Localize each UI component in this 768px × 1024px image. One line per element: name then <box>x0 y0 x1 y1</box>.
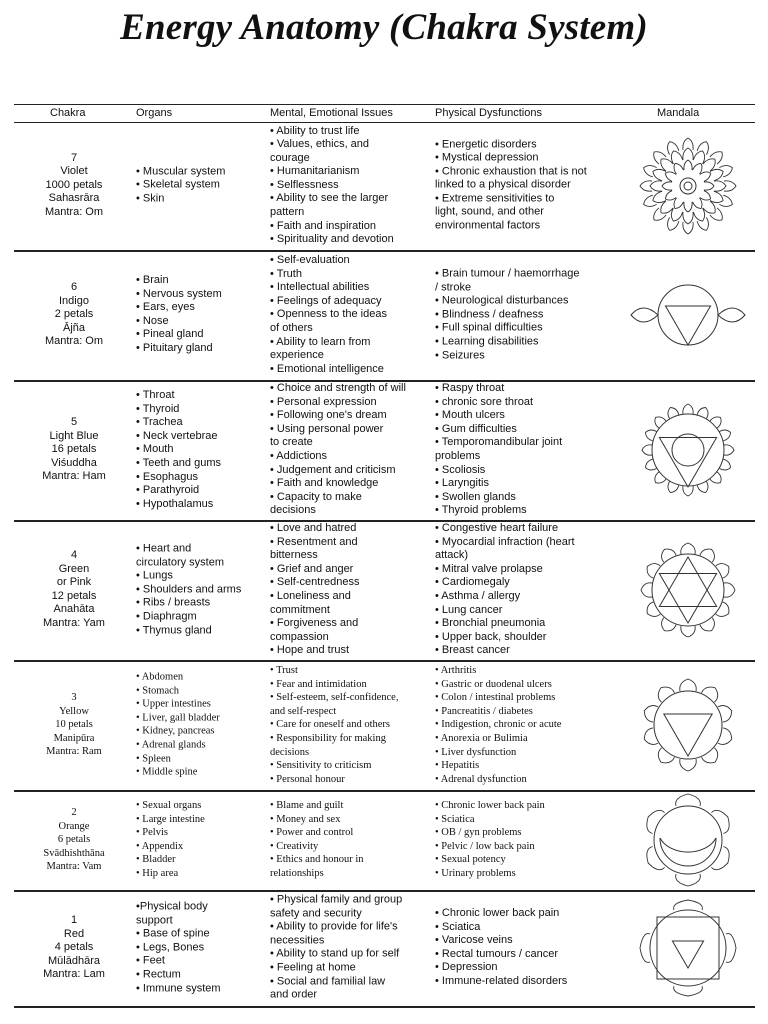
cell-line: • Adrenal glands <box>136 739 206 751</box>
cell-line: pattern <box>270 205 305 218</box>
cell-line: • Thyroid <box>136 402 180 415</box>
cell-line: • Feelings of adequacy <box>270 294 382 307</box>
cell-line: circulatory system <box>136 556 225 569</box>
mental-issues-cell <box>270 799 426 881</box>
cell-line: • Muscular system <box>136 165 226 178</box>
cell-line: • Parathyroid <box>136 483 200 496</box>
cell-line: / stroke <box>435 281 472 294</box>
cell-line: • Bladder <box>136 854 176 866</box>
cell-line: safety and security <box>270 907 362 920</box>
cell-line: linked to a physical disorder <box>435 178 571 191</box>
cell-line: • Anorexia or Bulimia <box>435 732 528 744</box>
cell-line: • Liver, gall bladder <box>136 712 220 724</box>
cell-line: or Pink <box>56 576 92 589</box>
cell-line: • Urinary problems <box>435 868 516 880</box>
cell-line: • Skeletal system <box>136 178 220 191</box>
cell-line: Yellow <box>59 705 89 717</box>
cell-line: • Capacity to make <box>270 490 362 503</box>
cell-line: Mantra: Ham <box>42 470 106 483</box>
cell-line: • Feeling at home <box>270 961 356 974</box>
mental-issues-cell <box>270 254 426 376</box>
table-row <box>14 380 755 522</box>
cell-line: •Physical body <box>136 900 208 913</box>
cell-line: • Trachea <box>136 416 183 429</box>
cell-line: • Stomach <box>136 685 180 697</box>
table-row <box>14 520 755 662</box>
cell-line: • Money and sex <box>270 813 341 825</box>
cell-line: 2 <box>71 807 77 819</box>
cell-line: Mantra: Ram <box>46 746 102 758</box>
table-row <box>14 790 755 892</box>
twelve-petal-hexagram-icon <box>629 540 747 640</box>
cell-line: • Faith and inspiration <box>270 219 376 232</box>
cell-line: • Hope and trust <box>270 644 350 657</box>
cell-line: • Self-evaluation <box>270 253 350 266</box>
sixteen-petal-triangle-circle-icon <box>629 400 747 500</box>
cell-line: Svādhishthāna <box>43 847 105 859</box>
two-petal-circle-triangle-icon <box>629 265 747 365</box>
cell-line: bitterness <box>270 549 318 562</box>
cell-line: Light Blue <box>49 429 99 442</box>
organs-cell <box>136 389 260 511</box>
cell-line: • Cardiomegaly <box>435 576 510 589</box>
cell-line: • Teeth and gums <box>136 456 221 469</box>
cell-line: • Upper intestines <box>136 698 211 710</box>
mandala-svg <box>629 898 747 998</box>
cell-line: • Immune-related disorders <box>435 975 568 988</box>
cell-line: of others <box>270 321 313 334</box>
cell-line: 1000 petals <box>45 178 103 191</box>
cell-line: Green <box>58 562 90 575</box>
header-mandala: Mandala <box>657 107 700 119</box>
cell-line: • Mouth ulcers <box>435 409 505 422</box>
cell-line: • Appendix <box>136 841 184 852</box>
cell-line: • Ability to trust life <box>270 124 360 137</box>
cell-line: • Nervous system <box>136 287 222 300</box>
mandala-svg <box>629 790 747 890</box>
cell-line: • Judgement and criticism <box>270 463 396 476</box>
cell-line: Mantra: Vam <box>46 861 102 873</box>
cell-line: light, sound, and other <box>435 205 544 218</box>
cell-line: • Resentment and <box>270 535 358 548</box>
cell-line: 5 <box>70 416 78 429</box>
cell-line: • Skin <box>136 192 165 205</box>
cell-line: problems <box>435 450 481 462</box>
cell-line: 4 petals <box>54 941 94 954</box>
cell-line: Sahasrāra <box>48 192 100 205</box>
cell-line: and order <box>270 988 318 1001</box>
cell-line: • Laryngitis <box>435 477 489 490</box>
cell-line: • Power and control <box>270 827 354 839</box>
cell-line: • Lung cancer <box>435 603 503 616</box>
cell-line: decisions <box>270 504 316 517</box>
cell-line: • Love and hatred <box>270 522 357 535</box>
cell-line: • Mouth <box>136 443 174 456</box>
cell-line: • Base of spine <box>136 927 210 940</box>
cell-line: Mantra: Yam <box>43 617 105 630</box>
cell-line: • Social and familial law <box>270 975 386 988</box>
organs-cell <box>136 165 260 206</box>
cell-line: Ājña <box>62 321 86 334</box>
organs-cell <box>136 542 260 637</box>
cell-line: • Raspy throat <box>435 382 505 395</box>
cell-line: Mantra: Lam <box>43 968 105 981</box>
cell-line: and self-respect <box>270 705 337 717</box>
cell-line: • Spirituality and devotion <box>270 233 394 246</box>
cell-line: • Scoliosis <box>435 463 486 476</box>
cell-line: Violet <box>60 165 88 178</box>
mental-issues-cell <box>270 382 426 518</box>
chakra-cell <box>20 914 128 982</box>
cell-line: • Physical family and group <box>270 893 403 906</box>
cell-line: • Thyroid problems <box>435 504 527 517</box>
table-row <box>14 250 755 382</box>
cell-line: • Hip area <box>136 868 179 880</box>
cell-line: • Sexual potency <box>435 854 506 866</box>
cell-line: • Sciatica <box>435 920 481 933</box>
ten-petal-inverted-triangle-icon <box>629 675 747 775</box>
physical-dysfunctions-cell <box>435 382 607 518</box>
mandala-svg <box>629 136 747 236</box>
mental-issues-cell <box>270 894 426 1003</box>
cell-line: • Pancreatitis / diabetes <box>435 705 533 717</box>
cell-line: 6 <box>70 281 78 294</box>
header-physical: Physical Dysfunctions <box>435 107 542 119</box>
cell-line: • Myocardial infraction (heart <box>435 535 575 548</box>
cell-line: 3 <box>71 692 77 704</box>
mental-issues-cell <box>270 522 426 658</box>
cell-line: • Large intestine <box>136 813 205 825</box>
cell-line: • Rectum <box>136 968 181 981</box>
chakra-cell <box>20 806 128 874</box>
cell-line: 1 <box>70 914 78 927</box>
mandala-svg <box>629 675 747 775</box>
cell-line: 4 <box>70 549 78 562</box>
physical-dysfunctions-cell <box>435 907 607 989</box>
cell-line: • Bronchial pneumonia <box>435 617 546 630</box>
physical-dysfunctions-cell <box>435 522 607 658</box>
cell-line: • Temporomandibular joint <box>435 436 563 449</box>
cell-line: • Swollen glands <box>435 490 516 503</box>
chakra-cell <box>20 549 128 631</box>
cell-line: 7 <box>70 151 78 164</box>
cell-line: • Colon / intestinal problems <box>435 692 556 704</box>
organs-cell <box>136 671 260 780</box>
cell-line: • Fear and intimidation <box>270 678 367 690</box>
cell-line: • Self-esteem, self-confidence, <box>270 692 399 704</box>
cell-line: • Legs, Bones <box>136 941 205 954</box>
cell-line: • Using personal power <box>270 422 384 435</box>
cell-line: • Ability to stand up for self <box>270 948 400 960</box>
cell-line: • Learning disabilities <box>435 335 539 348</box>
organs-cell <box>136 900 260 995</box>
cell-line: • Depression <box>435 961 498 974</box>
cell-line: • Values, ethics, and <box>270 137 370 150</box>
cell-line: Orange <box>58 820 90 832</box>
cell-line: • Truth <box>270 267 302 280</box>
cell-line: • Gastric or duodenal ulcers <box>435 678 552 690</box>
cell-line: • Liver dysfunction <box>435 746 517 758</box>
cell-line: • Faith and knowledge <box>270 477 379 490</box>
cell-line: • Addictions <box>270 450 328 462</box>
header-chakra: Chakra <box>50 107 86 119</box>
cell-line: • OB / gyn problems <box>435 827 522 839</box>
cell-line: • Loneliness and <box>270 590 351 602</box>
physical-dysfunctions-cell <box>435 138 607 233</box>
cell-line: • Forgiveness and <box>270 617 359 630</box>
cell-line: compassion <box>270 630 329 643</box>
cell-line: courage <box>270 151 310 164</box>
cell-line: • Chronic lower back pain <box>435 800 545 812</box>
cell-line: • Sensitivity to criticism <box>270 759 372 771</box>
mental-issues-cell <box>270 124 426 246</box>
cell-line: • Lungs <box>136 569 173 582</box>
cell-line: • Thymus gland <box>136 623 212 636</box>
cell-line: Indigo <box>59 294 89 307</box>
cell-line: • Varicose veins <box>435 934 513 947</box>
cell-line: • Humanitarianism <box>270 165 360 178</box>
cell-line: • Rectal tumours / cancer <box>435 948 559 960</box>
cell-line: • Ability to see the larger <box>270 192 389 205</box>
cell-line: • Selflessness <box>270 178 339 191</box>
six-petal-crescent-icon <box>629 790 747 890</box>
cell-line: • Arthritis <box>435 664 477 676</box>
cell-line: • Heart and <box>136 542 192 555</box>
header-mental: Mental, Emotional Issues <box>270 107 393 119</box>
cell-line: • Energetic disorders <box>435 137 537 150</box>
cell-line: • Neurological disturbances <box>435 294 569 307</box>
cell-line: • Ability to provide for life's <box>270 920 398 933</box>
chakra-cell <box>20 691 128 759</box>
chakra-cell <box>20 416 128 484</box>
cell-line: 10 petals <box>55 719 93 731</box>
cell-line: to create <box>270 436 313 449</box>
table-row <box>14 660 755 792</box>
cell-line: Mantra: Om <box>44 205 104 218</box>
cell-line: • Grief and anger <box>270 562 354 575</box>
physical-dysfunctions-cell <box>435 664 607 786</box>
cell-line: Mantra: Om <box>44 335 104 348</box>
four-petal-square-triangle-icon <box>629 898 747 998</box>
mandala-svg <box>629 540 747 640</box>
cell-line: • Sciatica <box>435 813 475 825</box>
cell-line: • Shoulders and arms <box>136 583 242 596</box>
table-row <box>14 121 755 252</box>
cell-line: 16 petals <box>51 443 97 456</box>
cell-line: relationships <box>270 868 324 880</box>
organs-cell <box>136 799 260 881</box>
cell-line: • Abdomen <box>136 671 184 683</box>
cell-line: • Emotional intelligence <box>270 362 384 375</box>
cell-line: • Ribs / breasts <box>136 596 211 609</box>
chakra-cell <box>20 281 128 349</box>
cell-line: Mūlādhāra <box>48 954 100 967</box>
cell-line: • Blame and guilt <box>270 800 344 812</box>
cell-line: • Trust <box>270 664 298 676</box>
page-title: Energy Anatomy (Chakra System) <box>120 7 648 48</box>
cell-line: • Diaphragm <box>136 610 197 623</box>
cell-line: 12 petals <box>51 590 97 602</box>
cell-line: • Intellectual abilities <box>270 281 370 294</box>
cell-line: • Chronic lower back pain <box>435 907 560 920</box>
cell-line: • Self-centredness <box>270 576 360 589</box>
cell-line: decisions <box>270 746 310 758</box>
cell-line: • Responsibility for making <box>270 732 386 744</box>
cell-line: • Hepatitis <box>435 759 480 771</box>
physical-dysfunctions-cell <box>435 799 607 881</box>
cell-line: 6 petals <box>57 834 91 846</box>
cell-line: • Ability to learn from <box>270 335 371 348</box>
cell-line: • Seizures <box>435 348 485 361</box>
cell-line: • Immune system <box>136 981 221 994</box>
cell-line: • Feet <box>136 954 165 967</box>
cell-line: • Indigestion, chronic or acute <box>435 719 562 731</box>
cell-line: • Ears, eyes <box>136 301 195 314</box>
cell-line: • chronic sore throat <box>435 395 534 408</box>
cell-line: • Throat <box>136 388 175 401</box>
cell-line: • Blindness / deafness <box>435 308 544 321</box>
cell-line: • Following one's dream <box>270 409 387 422</box>
cell-line: • Neck vertebrae <box>136 429 218 442</box>
cell-line: • Pelvic / low back pain <box>435 841 535 852</box>
cell-line: commitment <box>270 603 330 616</box>
mental-issues-cell <box>270 664 426 786</box>
cell-line: • Spleen <box>136 753 171 765</box>
cell-line: • Gum difficulties <box>435 422 517 435</box>
cell-line: • Ethics and honour in <box>270 854 364 866</box>
cell-line: • Choice and strength of will <box>270 382 406 395</box>
cell-line: • Openness to the ideas <box>270 308 387 321</box>
chakra-cell <box>20 152 128 220</box>
cell-line: • Kidney, pancreas <box>136 726 215 737</box>
cell-line: • Hypothalamus <box>136 497 214 510</box>
cell-line: Red <box>63 927 85 940</box>
cell-line: environmental factors <box>435 219 541 232</box>
cell-line: • Middle spine <box>136 766 198 778</box>
mandala-svg <box>629 265 747 365</box>
cell-line: • Pelvis <box>136 827 168 839</box>
cell-line: • Full spinal difficulties <box>435 321 543 334</box>
cell-line: • Chronic exhaustion that is not <box>435 165 587 178</box>
cell-line: • Extreme sensitivities to <box>435 192 555 205</box>
physical-dysfunctions-cell <box>435 267 607 362</box>
cell-line: necessities <box>270 934 325 947</box>
cell-line: • Personal honour <box>270 773 345 785</box>
cell-line: • Breast cancer <box>435 644 510 657</box>
cell-line: • Care for oneself and others <box>270 719 391 731</box>
cell-line: experience <box>270 348 324 361</box>
cell-line: Viśuddha <box>51 456 97 469</box>
cell-line: • Asthma / allergy <box>435 590 521 602</box>
cell-line: support <box>136 914 173 927</box>
cell-line: • Pituitary gland <box>136 342 213 355</box>
cell-line: • Creativity <box>270 841 319 852</box>
cell-line: attack) <box>435 549 469 562</box>
cell-line: • Nose <box>136 315 169 327</box>
header-organs: Organs <box>136 107 173 119</box>
cell-line: • Mitral valve prolapse <box>435 562 543 575</box>
lotus-thousand-petal-icon <box>629 136 747 236</box>
cell-line: • Adrenal dysfunction <box>435 773 527 785</box>
cell-line: 2 petals <box>54 308 94 321</box>
cell-line: • Sexual organs <box>136 800 202 812</box>
cell-line: • Personal expression <box>270 395 377 408</box>
cell-line: Manipūra <box>53 732 95 744</box>
cell-line: • Pineal gland <box>136 328 204 341</box>
cell-line: • Brain <box>136 274 169 287</box>
cell-line: • Upper back, shoulder <box>435 630 547 643</box>
cell-line: • Esophagus <box>136 470 198 483</box>
cell-line: • Mystical depression <box>435 151 539 164</box>
mandala-svg <box>629 400 747 500</box>
cell-line: • Congestive heart failure <box>435 522 559 535</box>
cell-line: • Brain tumour / haemorrhage <box>435 267 580 280</box>
table-row <box>14 890 755 1008</box>
organs-cell <box>136 274 260 356</box>
cell-line: Anahāta <box>53 603 95 616</box>
